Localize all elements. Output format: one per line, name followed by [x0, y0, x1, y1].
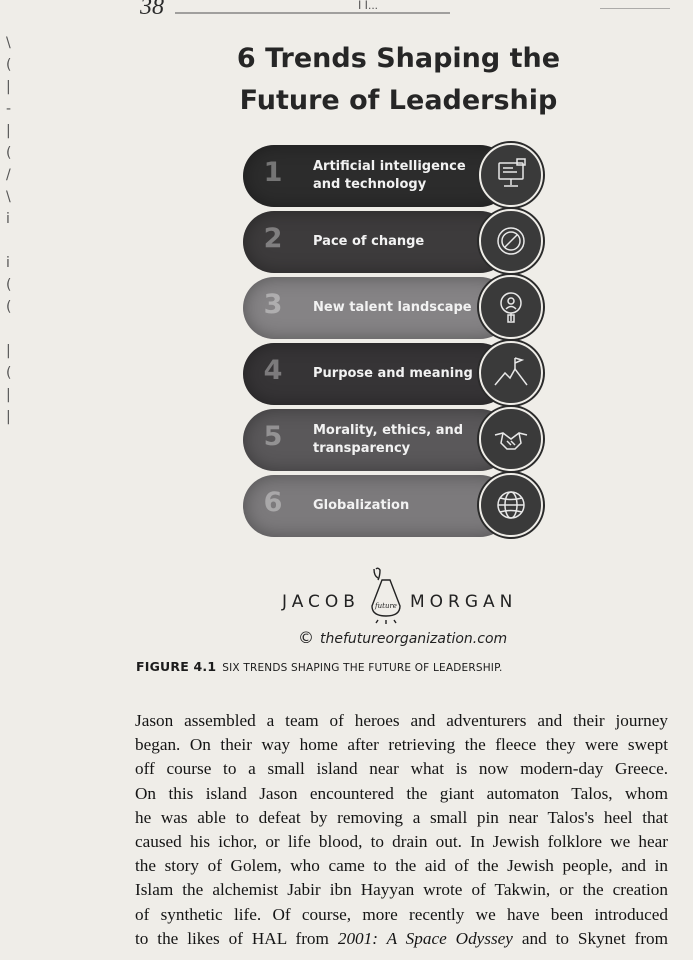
lightbulb-icon: [364, 566, 408, 626]
trend-label: Globalization: [313, 498, 410, 513]
margin-pencil-marks: \ ( | - | ( / \ i i ( ( | ( | |: [6, 35, 12, 425]
trend-label: Pace of change: [313, 234, 425, 249]
trends-list: [243, 145, 553, 541]
trend-number: 3: [263, 289, 283, 320]
body-text-segment: and to Skynet from: [512, 928, 669, 948]
caption-label: FIGURE 4.1: [136, 659, 217, 674]
trend-number: 6: [263, 487, 283, 518]
trend-number: 2: [263, 223, 283, 254]
author-logo: [0, 566, 693, 626]
trend-label: Purpose and meaning: [313, 366, 473, 381]
trend-number: 1: [263, 157, 283, 188]
copyright-line: [298, 628, 507, 647]
body-line: On this island Jason encountered the giant automaton Talos, whom: [135, 783, 668, 803]
figure-title-line-1: 6 Trends Shaping the: [236, 43, 561, 74]
body-line: of synthetic life. Of course, more recently we have been introduced: [135, 904, 668, 924]
trend-item-5: [243, 409, 553, 471]
trend-number: 5: [263, 421, 283, 452]
body-line: Jason assembled a team of heroes and adventurers and their journey: [135, 711, 668, 730]
person-search-icon: [479, 275, 543, 339]
mountain-flag-icon: [479, 341, 543, 405]
figure-title: [0, 38, 693, 122]
body-line: Islam the alchemist Jabir ibn Hayyan wrote of Takwin, or the creation: [135, 880, 668, 900]
trend-label: Morality, ethics, and transparency: [313, 423, 464, 456]
body-paragraph: [135, 709, 668, 951]
book-title: 2001: A Space Odyssey: [337, 928, 513, 948]
logo-first-name: JACOB: [282, 592, 360, 612]
trend-number: 4: [263, 355, 283, 386]
body-line: the story of Golem, who came to the aid of the Jewish people, and in: [135, 856, 668, 876]
header-mark: I I...: [358, 0, 379, 12]
copyright-url: thefutureorganization.com: [320, 631, 508, 647]
copyright-icon: ©: [298, 628, 314, 647]
body-line: began. On their way home after retrieving the fleece they were swept: [135, 735, 668, 755]
compass-icon: [479, 209, 543, 273]
figure-title-line-2: Future of Leadership: [239, 85, 558, 116]
trend-label: Artificial intelligence and technology: [313, 159, 466, 192]
bulb-text: future: [375, 602, 397, 610]
globe-icon: [479, 473, 543, 537]
header-rule: [175, 12, 450, 14]
trend-item-4: [243, 343, 553, 405]
body-text-segment: to the likes of HAL from: [135, 928, 338, 948]
body-line: off course to a small island near what is now modern-day Greece.: [135, 759, 668, 779]
figure-caption: [136, 659, 503, 674]
trend-item-2: [243, 211, 553, 273]
body-line-last: [135, 927, 668, 951]
logo-last-name: MORGAN: [410, 592, 518, 612]
trend-label: New talent landscape: [313, 300, 472, 315]
computer-monitor-icon: [479, 143, 543, 207]
handshake-icon: [479, 407, 543, 471]
body-line: he was able to defeat by removing a small pin near Talos's heel that: [135, 807, 668, 827]
caption-text: SIX TRENDS SHAPING THE FUTURE OF LEADERSHIP.: [222, 662, 503, 674]
header-rule-right: [600, 8, 670, 9]
body-line: caused his ichor, or life blood, to drain out. In Jewish folklore we hear: [135, 832, 668, 852]
page-number: 38: [140, 0, 164, 20]
trend-item-6: [243, 475, 553, 537]
trend-item-3: [243, 277, 553, 339]
trend-item-1: [243, 145, 553, 207]
